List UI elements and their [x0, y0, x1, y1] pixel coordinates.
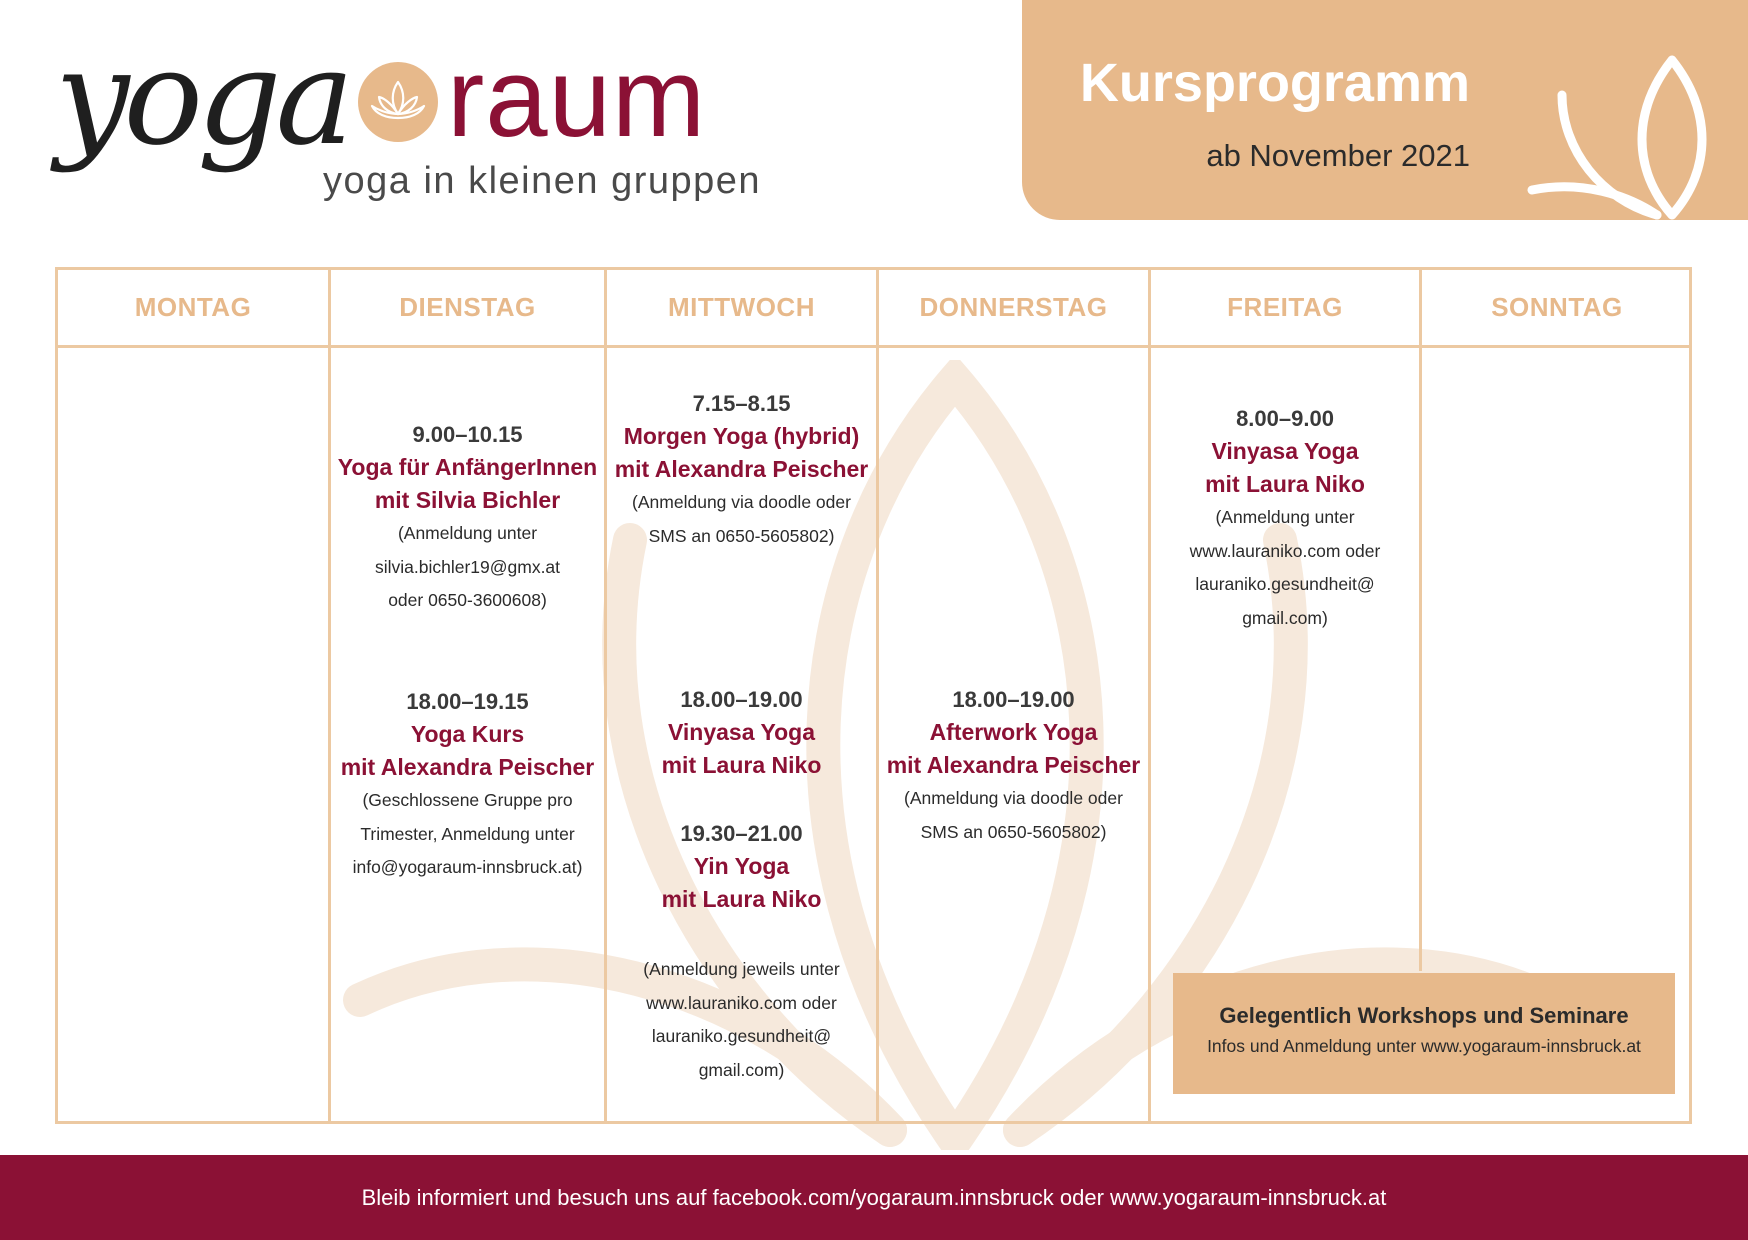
day-header-dienstag: DIENSTAG: [399, 292, 536, 322]
banner-subtitle: ab November 2021: [1206, 138, 1470, 173]
course-info-line: silvia.bichler19@gmx.at: [374, 556, 561, 577]
course-title: Yin Yoga: [693, 853, 790, 879]
course-info-line: lauraniko.gesundheit@: [651, 1026, 832, 1046]
course-time: 18.00–19.00: [952, 687, 1075, 712]
course-teacher: mit Silvia Bichler: [374, 487, 561, 513]
course-teacher: mit Alexandra Peischer: [614, 456, 869, 482]
brand-logo: [55, 21, 762, 220]
course-time: 9.00–10.15: [412, 422, 523, 447]
course-entry: [331, 685, 604, 885]
course-time: 18.00–19.15: [406, 689, 529, 714]
course-info-line: (Anmeldung via doodle oder: [632, 492, 851, 512]
banner-lotus-icon: [1522, 40, 1748, 220]
course-info-line: www.lauraniko.com oder: [646, 992, 837, 1013]
course-teacher: mit Laura Niko: [661, 752, 822, 778]
course-entry: [607, 817, 876, 916]
schedule-table: [55, 267, 1692, 1124]
course-info-line: (Anmeldung unter: [1215, 507, 1355, 527]
course-info-line: SMS an 0650-5605802): [648, 525, 835, 546]
course-info-line: lauraniko.gesundheit@: [1195, 574, 1375, 594]
course-title: Vinyasa Yoga: [1211, 438, 1359, 464]
day-header-mittwoch: MITTWOCH: [668, 292, 815, 322]
course-title: Yoga für AnfängerInnen: [337, 454, 598, 480]
logo-raum-text: raum: [447, 35, 707, 160]
course-title: Vinyasa Yoga: [667, 719, 816, 745]
course-entry: [607, 683, 876, 782]
day-header-freitag: FREITAG: [1227, 292, 1343, 322]
course-teacher: mit Laura Niko: [661, 886, 822, 912]
course-info-line: (Anmeldung unter: [397, 523, 538, 543]
course-time: 7.15–8.15: [692, 391, 791, 416]
header-banner: [1022, 0, 1748, 220]
course-teacher: mit Alexandra Peischer: [340, 754, 595, 780]
logo-yoga-text: yoga: [55, 21, 349, 175]
banner-title: Kursprogramm: [1079, 53, 1470, 113]
course-info-line: SMS an 0650-5605802): [920, 821, 1107, 842]
course-info-line: gmail.com): [1242, 607, 1328, 628]
course-time: 8.00–9.00: [1236, 406, 1334, 431]
course-teacher: mit Alexandra Peischer: [886, 752, 1141, 778]
course-info-line: oder 0650-3600608): [388, 590, 547, 610]
course-info-line: (Geschlossene Gruppe pro: [362, 790, 573, 810]
header-divider: [58, 345, 1689, 348]
workshops-title: Gelegentlich Workshops und Seminare: [1219, 1003, 1629, 1028]
course-entry: [607, 387, 876, 553]
course-teacher: mit Laura Niko: [1205, 471, 1365, 497]
course-info-line: Trimester, Anmeldung unter: [360, 823, 575, 844]
day-header-montag: MONTAG: [134, 292, 252, 322]
footer-text: Bleib informiert und besuch uns auf facebook.com/yogaraum.innsbruck oder www.yogaraum-innsbruck.at: [361, 1185, 1387, 1210]
course-info-line: www.lauraniko.com oder: [1189, 540, 1381, 561]
course-entry: [331, 418, 604, 618]
lotus-logo-icon: [358, 62, 438, 142]
workshops-info: Infos und Anmeldung unter www.yogaraum-innsbruck.at: [1207, 1036, 1641, 1056]
course-info-line: info@yogaraum-innsbruck.at): [352, 857, 583, 877]
course-entry: [879, 683, 1148, 849]
course-title: Morgen Yoga (hybrid): [623, 423, 860, 449]
course-info-line: (Anmeldung jeweils unter: [643, 959, 840, 979]
footer-bar: [0, 1155, 1748, 1240]
course-title: Yoga Kurs: [410, 721, 525, 747]
column-divider: [1148, 270, 1151, 1121]
course-info-line: gmail.com): [698, 1059, 785, 1080]
course-entry: [1151, 402, 1419, 635]
brand-tagline: yoga in kleinen gruppen: [323, 160, 762, 202]
course-info-line: (Anmeldung via doodle oder: [904, 788, 1123, 808]
course-time: 18.00–19.00: [680, 687, 803, 712]
column-divider: [1419, 270, 1422, 971]
course-note: [607, 953, 876, 1087]
course-time: 19.30–21.00: [680, 821, 803, 846]
workshops-box: [1173, 973, 1675, 1094]
day-header-donnerstag: DONNERSTAG: [919, 292, 1108, 322]
course-title: Afterwork Yoga: [929, 719, 1098, 745]
day-header-sonntag: SONNTAG: [1491, 292, 1623, 322]
